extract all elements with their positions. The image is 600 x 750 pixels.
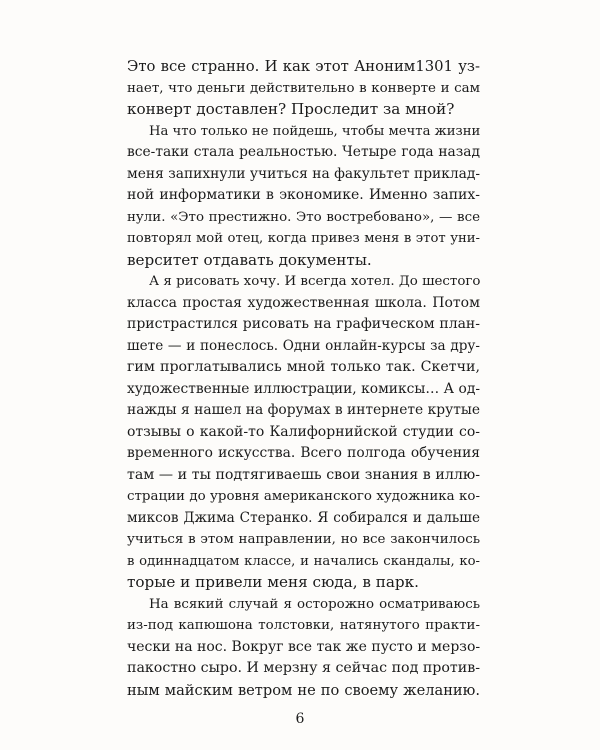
text-line: из-под капюшона толстовки, натянутого практи- (127, 618, 480, 633)
text-line: в одиннадцатом классе, и начались скандалы, ко- (127, 553, 480, 569)
text-line: отзывы о какой-то Калифорнийской студии со- (127, 423, 480, 440)
text-line: нает, что деньги действительно в конверте и сам (127, 80, 480, 96)
body-text (127, 56, 480, 701)
text-line: там — и ты подтягиваешь свои знания в иллю- (127, 466, 480, 483)
text-line: страции до уровня американского художника ко- (127, 489, 480, 504)
text-line: пакостно сыро. И мерзну я сейчас под против- (127, 660, 480, 676)
text-line: пристрастился рисовать на графическом план- (127, 316, 480, 332)
page-number: 6 (295, 711, 305, 727)
text-line: А я рисовать хочу. И всегда хотел. До шестого (149, 274, 480, 289)
text-line: класса простая художественная школа. Потом (127, 294, 480, 311)
text-line: На что только не пойдешь, чтобы мечта жизни (149, 123, 480, 139)
text-line: гим проглатывались мной только так. Скетчи, (127, 359, 480, 375)
text-line: верситет отдавать документы. (127, 250, 372, 269)
text-line: На всякий случай я осторожно осматриваюсь (149, 596, 480, 612)
text-line: повторял мой отец, когда привез меня в этот уни- (127, 231, 480, 246)
text-line: чески на нос. Вокруг все так же пусто и мерзо- (127, 638, 480, 655)
text-line: меня запихнули учиться на факультет приклад- (127, 165, 480, 182)
text-line: конверт доставлен? Проследит за мной? (127, 100, 455, 118)
text-line: торые и привели меня сюда, в парк. (127, 573, 419, 591)
text-line: ной информатики в экономике. Именно запих- (127, 187, 480, 203)
text-line: шете — и понеслось. Одни онлайн-курсы за дру- (127, 337, 480, 354)
text-line: нажды я нашел на форумах в интернете крутые (127, 402, 480, 418)
text-line: учиться в этом направлении, но все закончилось (127, 532, 480, 547)
text-line: художественные иллюстрации, комиксы… А од- (127, 380, 480, 397)
text-line: все-таки стала реальностью. Четыре года назад (127, 144, 480, 160)
text-line: ным майским ветром не по своему желанию. (127, 681, 480, 699)
text-line: миксов Джима Стеранко. Я собирался и дальше (127, 509, 480, 526)
text-line: временного искусства. Всего полгода обучения (127, 445, 480, 461)
text-line: Это все странно. И как этот Аноним1301 уз- (127, 58, 480, 75)
text-line: нули. «Это престижно. Это востребовано», — все (127, 209, 480, 225)
